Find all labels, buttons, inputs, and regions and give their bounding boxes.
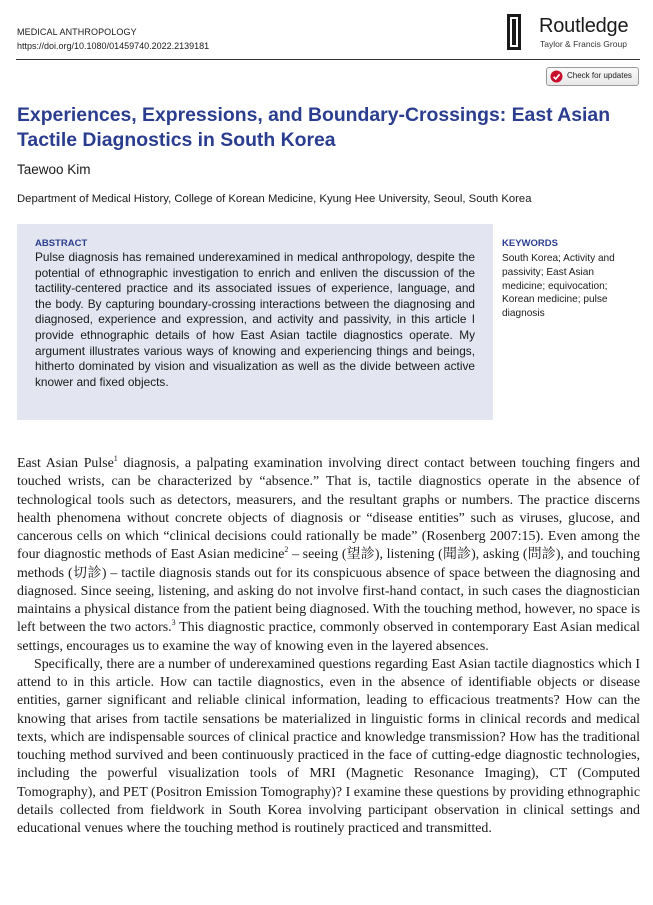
article-title: Experiences, Expressions, and Boundary-Crossings: East Asian Tactile Diagnostics in South Korea xyxy=(17,104,611,151)
footnote-ref-1[interactable]: 1 xyxy=(113,454,118,463)
crossmark-icon xyxy=(550,70,563,83)
abstract-heading: ABSTRACT xyxy=(35,238,88,249)
body-paragraph xyxy=(17,455,640,656)
routledge-book-mark-icon xyxy=(507,14,521,50)
keywords-heading: KEYWORDS xyxy=(502,238,558,249)
check-for-updates-label: Check for updates xyxy=(567,71,632,80)
article-body xyxy=(17,455,640,838)
publisher-logo[interactable] xyxy=(507,14,642,52)
author-name[interactable]: Taewoo Kim xyxy=(17,162,91,177)
check-for-updates-button[interactable] xyxy=(546,67,639,86)
author-affiliation: Department of Medical History, College of Korean Medicine, Kyung Hee University, Seoul, South Korea xyxy=(17,193,532,205)
doi-link[interactable]: https://doi.org/10.1080/01459740.2022.2139181 xyxy=(17,41,210,51)
body-text: diagnosis, a palpating examination involving direct contact between touching fingers and touched wrists, can be characterized by “absence.” That is, tactile diagnostics operate in the absence of technological tools such as detectors, measurers, and the resultant graphs or numbers. The practice discerns health phenomena without concrete objects of diagnosis or “disease entities” such as viruses, glucose, and cancerous cells on which “clinical decisions could rationally be made” (Rosenberg 2007:15). Even among the four diagnostic methods of East Asian medicine xyxy=(17,456,640,563)
body-text: This diagnostic practice, commonly observed in contemporary East Asian medical settings, encourages us to examine the way of knowing even in the layered absences. xyxy=(17,620,641,654)
footnote-ref-2[interactable]: 2 xyxy=(284,545,289,555)
body-paragraph: Specifically, there are a number of underexamined questions regarding East Asian tactile diagnostics which I attend to in this article. How can tactile diagnostics, even in the absence of identifiable objects or disease entities, garner significant and reliable clinical information, leading to efficacious treatments? How can the knowing that arises from tactile sensations be materialized in linguistic forms in clinical records and medical texts, which are indispensable sources of clinical practice and knowledge transmission? How has the traditional touching method survived and been continuously practiced in the face of cutting-edge diagnostic technologies, including the powerful visualization tools of MRI (Magnetic Resonance Imaging), CT (Computed Tomography), and PET (Positron Emission Tomography)? I examine these questions by providing ethnographic details collected from fieldwork in South Korea involving participant observation in clinical settings and educational venues where the touching method is routinely practiced and transmitted. xyxy=(17,656,640,836)
keywords-list: South Korea; Activity and passivity; East Asian medicine; equivocation; Korean medicine; pulse diagnosis xyxy=(502,253,615,320)
footnote-ref-3[interactable]: 3 xyxy=(171,618,176,628)
header-divider xyxy=(16,59,640,60)
publisher-subtitle: Taylor & Francis Group xyxy=(540,39,627,49)
journal-name: MEDICAL ANTHROPOLOGY xyxy=(17,27,137,37)
publisher-name: Routledge xyxy=(539,15,629,37)
abstract-text: Pulse diagnosis has remained underexamined in medical anthropology, despite the potential of ethnographic investigation to enrich and enliven the discussion of the tactility-centered practice and its associated issues of experience, language, and the body. By capturing boundary-crossing interactions between the diagnosing and diagnosed, experience and expression, and activity and passivity, in this article I provide ethnographic details of how East Asian tactile diagnostics operate. My argument illustrates various ways of knowing and experiencing things and beings, hitherto dominated by vision and visualization as well as the divide between active knower and fixed objects. xyxy=(35,250,475,389)
body-text: East Asian Pulse xyxy=(17,456,114,471)
body-text: – seeing (望診), listening (聞診), asking (問診), and touching methods (切診) – tactile diagnosis stands out for its conspicuous absence of space between the diagnosing and diagnosed. Since seeing, listening, and asking do not involve first-hand contact, in such cases the diagnostician maintains a physical distance from the patient being diagnosed. With the touching method, however, no space is left between the two actors. xyxy=(17,547,640,636)
abstract-box xyxy=(17,224,493,420)
